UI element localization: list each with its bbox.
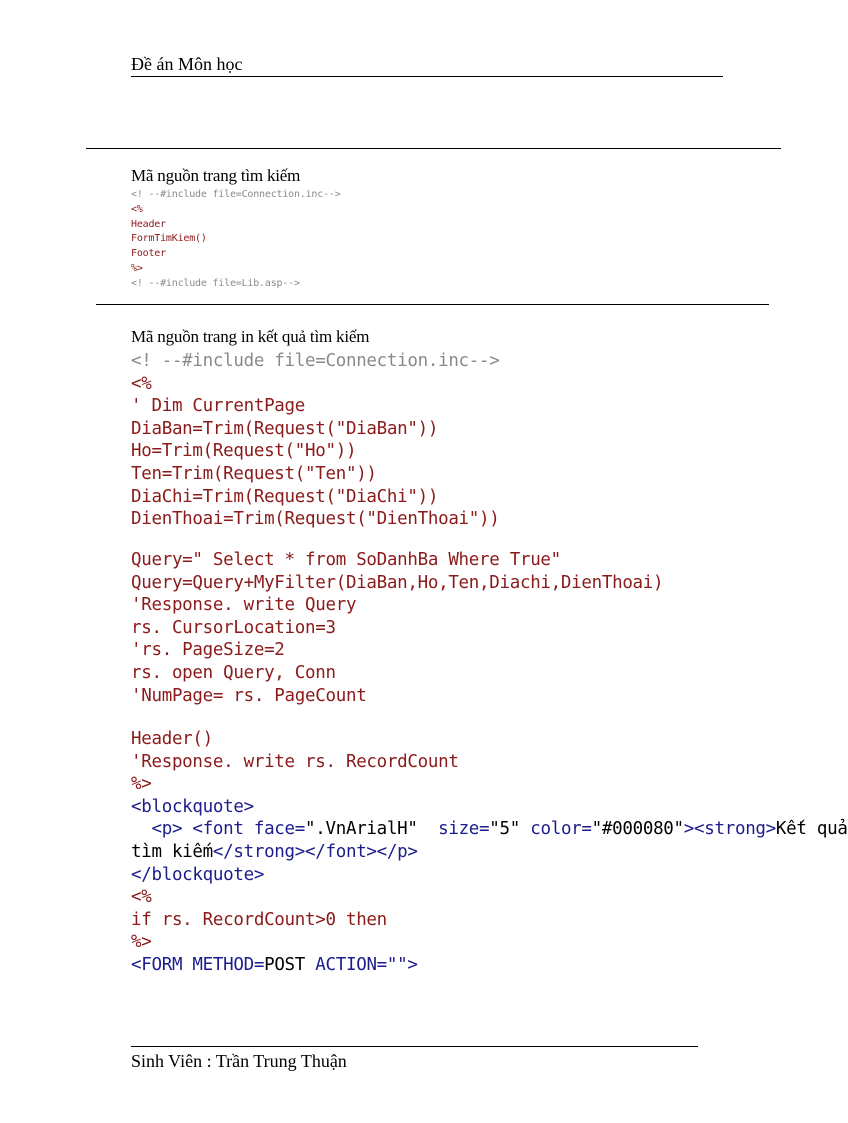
code-token: 'Response. write rs. RecordCount [131, 751, 459, 772]
footer-rule [131, 1046, 698, 1047]
code-token: <FORM METHOD= [131, 954, 265, 975]
header-rule [131, 76, 723, 77]
code-token: <! --#include file=Connection.inc--> [131, 189, 341, 200]
code-line [131, 864, 848, 887]
code-token: <% [131, 887, 152, 908]
code-token: POST [264, 954, 306, 975]
code-token: <% [131, 373, 152, 394]
code-line [131, 549, 663, 572]
code-line [131, 685, 663, 708]
code-line [131, 203, 341, 218]
code-line [131, 350, 500, 373]
section2-code-block-3 [131, 728, 848, 977]
section2-code-block-2 [131, 549, 663, 707]
code-token: %> [131, 262, 143, 274]
code-line [131, 486, 500, 509]
code-token: 'rs. PageSize=2 [131, 640, 285, 661]
code-token: <! --#include file=Lib.asp--> [131, 277, 300, 289]
section2-code-block-1 [131, 350, 500, 531]
code-line [131, 277, 341, 292]
code-token: size= [417, 819, 490, 840]
code-line [131, 662, 663, 685]
code-token: tìm kiếm [131, 841, 213, 862]
code-token: </blockquote> [131, 864, 265, 885]
code-line [131, 232, 341, 247]
code-token: FormTimKiem() [131, 233, 207, 245]
code-token: ><strong> [683, 819, 776, 840]
footer-student: Sinh Viên : Trần Trung Thuận [131, 1051, 347, 1071]
code-token: Ten=Trim(Request("Ten")) [131, 463, 377, 484]
code-token: <% [131, 203, 143, 215]
code-token: 'NumPage= rs. PageCount [131, 685, 367, 706]
code-token: rs. CursorLocation=3 [131, 617, 336, 638]
code-token: %> [131, 932, 152, 953]
code-line [131, 751, 848, 774]
code-token: DiaBan=Trim(Request("DiaBan")) [131, 418, 439, 439]
code-token: <p> <font face= [131, 819, 306, 840]
code-token: if rs. RecordCount>0 then [131, 909, 387, 930]
section1-code [131, 188, 341, 292]
code-line [131, 909, 848, 932]
code-line [131, 373, 500, 396]
code-token: ' Dim CurrentPage [131, 396, 306, 417]
code-token: "#000080" [591, 819, 684, 840]
code-token: ACTION=""> [305, 954, 418, 975]
section-divider-middle [96, 304, 769, 305]
code-line [131, 617, 663, 640]
code-token: %> [131, 774, 152, 795]
code-line [131, 841, 848, 864]
code-token: "5" [489, 819, 520, 840]
code-token: Kết quả [775, 819, 848, 840]
code-line [131, 395, 500, 418]
code-line [131, 728, 848, 751]
section1-title: Mã nguồn trang tìm kiếm [131, 166, 301, 185]
code-token: Header [131, 218, 166, 230]
code-line [131, 572, 663, 595]
section2-title: Mã nguồn trang in kết quả tìm kiếm [131, 327, 370, 346]
code-token: Header() [131, 729, 213, 749]
code-token: Query=Query+MyFilter(DiaBan,Ho,Ten,Diachi,DienThoai) [131, 572, 664, 593]
code-token: color= [520, 819, 592, 840]
code-line [131, 818, 848, 841]
code-token: rs. open Query, Conn [131, 662, 336, 683]
code-line [131, 440, 500, 463]
page-header-title: Đề án Môn học [131, 54, 243, 74]
code-line [131, 954, 848, 977]
code-token: Footer [131, 248, 166, 260]
code-token: </strong></font></p> [212, 841, 418, 862]
code-line [131, 594, 663, 617]
code-token: <! --#include file=Connection.inc--> [131, 351, 500, 371]
code-token: <blockquote> [131, 796, 254, 817]
code-line [131, 262, 341, 277]
code-line [131, 188, 341, 203]
code-line [131, 218, 341, 233]
code-token: DiaChi=Trim(Request("DiaChi")) [131, 486, 439, 507]
code-line [131, 773, 848, 796]
section-divider-top [86, 148, 781, 149]
code-token: 'Response. write Query [131, 595, 357, 616]
code-token: ".VnArialH" [305, 819, 418, 840]
code-line [131, 508, 500, 531]
code-line [131, 247, 341, 262]
code-line [131, 931, 848, 954]
code-token: Ho=Trim(Request("Ho")) [131, 441, 357, 462]
code-line [131, 886, 848, 909]
code-line [131, 796, 848, 819]
code-line [131, 463, 500, 486]
code-line [131, 639, 663, 662]
code-line [131, 418, 500, 441]
code-token: DienThoai=Trim(Request("DienThoai")) [131, 509, 500, 530]
code-token: Query=" Select * from SoDanhBa Where True" [131, 550, 561, 570]
